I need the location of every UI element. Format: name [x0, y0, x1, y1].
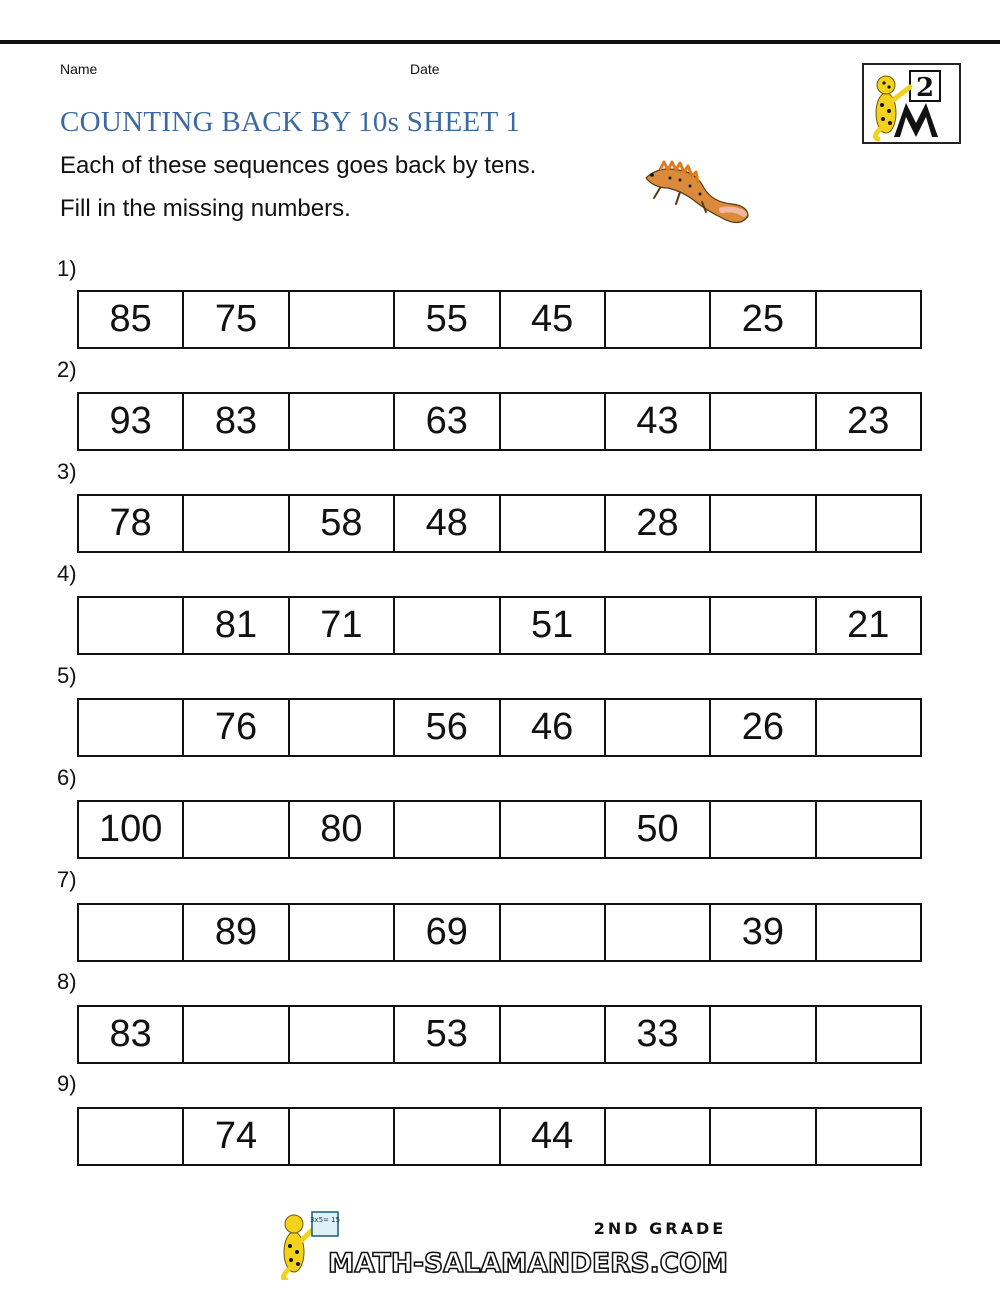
sequence-cell[interactable]	[184, 496, 289, 551]
sequence-cell[interactable]: 83	[184, 394, 289, 449]
sequence-row-6	[77, 800, 922, 859]
sequence-cell[interactable]	[711, 1109, 816, 1164]
sequence-cell[interactable]: 55	[395, 292, 500, 347]
sequence-cell[interactable]	[711, 496, 816, 551]
question-number-7: 7)	[57, 867, 77, 892]
sequence-cell[interactable]	[290, 1109, 395, 1164]
sequence-cell[interactable]: 45	[501, 292, 606, 347]
sequence-cell[interactable]	[501, 1007, 606, 1062]
sequence-cell[interactable]: 56	[395, 700, 500, 755]
name-label: Name	[60, 61, 98, 77]
sequence-cell[interactable]	[711, 394, 816, 449]
sequence-cell[interactable]	[395, 598, 500, 653]
sequence-cell[interactable]	[290, 700, 395, 755]
sequence-cell[interactable]: 63	[395, 394, 500, 449]
sequence-cell[interactable]: 69	[395, 905, 500, 960]
top-rule	[0, 40, 1000, 44]
sequence-cell[interactable]	[79, 700, 184, 755]
question-number-2: 2)	[57, 357, 77, 382]
grade-badge-logo	[862, 63, 961, 144]
sequence-cell[interactable]: 80	[290, 802, 395, 857]
sequence-cell[interactable]: 26	[711, 700, 816, 755]
sequence-cell[interactable]	[817, 496, 920, 551]
sequence-cell[interactable]: 93	[79, 394, 184, 449]
sequence-cell[interactable]	[184, 1007, 289, 1062]
sequence-cell[interactable]: 74	[184, 1109, 289, 1164]
instruction-line-1: Each of these sequences goes back by tens.	[60, 152, 537, 179]
sequence-cell[interactable]: 75	[184, 292, 289, 347]
sequence-cell[interactable]	[290, 292, 395, 347]
sequence-cell[interactable]	[79, 598, 184, 653]
sequence-cell[interactable]	[606, 598, 711, 653]
sequence-cell[interactable]	[606, 905, 711, 960]
page-title: COUNTING BACK BY 10s SHEET 1	[60, 106, 521, 138]
sequence-cell[interactable]	[606, 1109, 711, 1164]
sequence-cell[interactable]	[395, 1109, 500, 1164]
sequence-cell[interactable]	[395, 802, 500, 857]
sequence-row-8	[77, 1005, 922, 1064]
sequence-row-9	[77, 1107, 922, 1166]
question-number-5: 5)	[57, 663, 77, 688]
sequence-cell[interactable]	[501, 394, 606, 449]
sequence-cell[interactable]: 81	[184, 598, 289, 653]
sequence-cell[interactable]: 85	[79, 292, 184, 347]
sequence-cell[interactable]: 58	[290, 496, 395, 551]
sequence-cell[interactable]	[817, 1007, 920, 1062]
sequence-cell[interactable]: 44	[501, 1109, 606, 1164]
sequence-cell[interactable]	[501, 496, 606, 551]
logo-board-text: 3x5= 15	[309, 1216, 341, 1224]
sequence-cell[interactable]	[711, 1007, 816, 1062]
sequence-row-7	[77, 903, 922, 962]
sequence-cell[interactable]: 51	[501, 598, 606, 653]
sequence-cell[interactable]	[606, 292, 711, 347]
sequence-cell[interactable]	[817, 292, 920, 347]
sequence-cell[interactable]	[79, 1109, 184, 1164]
sequence-row-2	[77, 392, 922, 451]
sequence-cell[interactable]	[290, 905, 395, 960]
sequence-row-5	[77, 698, 922, 757]
question-number-9: 9)	[57, 1071, 77, 1096]
sequence-row-4	[77, 596, 922, 655]
sequence-cell[interactable]: 71	[290, 598, 395, 653]
sequence-cell[interactable]	[290, 394, 395, 449]
instruction-line-2: Fill in the missing numbers.	[60, 195, 351, 222]
sequence-cell[interactable]: 43	[606, 394, 711, 449]
question-number-8: 8)	[57, 969, 77, 994]
sequence-cell[interactable]: 78	[79, 496, 184, 551]
sequence-cell[interactable]: 50	[606, 802, 711, 857]
question-number-6: 6)	[57, 765, 77, 790]
grade-number: 2	[915, 73, 935, 103]
question-number-3: 3)	[57, 459, 77, 484]
sequence-cell[interactable]	[711, 598, 816, 653]
question-number-4: 4)	[57, 561, 77, 586]
sequence-cell[interactable]: 46	[501, 700, 606, 755]
sequence-cell[interactable]: 100	[79, 802, 184, 857]
sequence-cell[interactable]	[501, 802, 606, 857]
sequence-cell[interactable]: 23	[847, 400, 890, 442]
question-number-1: 1)	[57, 256, 77, 281]
math-salamanders-logo	[270, 1210, 730, 1280]
date-label: Date	[410, 61, 440, 77]
sequence-cell[interactable]: 28	[606, 496, 711, 551]
sequence-row-1	[77, 290, 922, 349]
sequence-cell[interactable]	[817, 1109, 920, 1164]
logo-site-text: MATH-SALAMANDERS.COM	[328, 1248, 728, 1279]
sequence-cell[interactable]: 33	[606, 1007, 711, 1062]
salamander-illustration-icon	[640, 158, 752, 232]
sequence-cell[interactable]	[606, 700, 711, 755]
logo-grade-text: 2ND GRADE	[593, 1219, 727, 1238]
sequence-cell[interactable]: 53	[395, 1007, 500, 1062]
sequence-cell[interactable]	[817, 905, 920, 960]
sequence-cell[interactable]: 39	[711, 905, 816, 960]
sequence-cell[interactable]: 21	[847, 604, 890, 646]
sequence-cell[interactable]	[501, 905, 606, 960]
sequence-cell[interactable]	[817, 700, 920, 755]
sequence-cell[interactable]: 76	[184, 700, 289, 755]
sequence-row-3	[77, 494, 922, 553]
sequence-cell[interactable]	[184, 802, 289, 857]
sequence-cell[interactable]	[817, 802, 920, 857]
salamander-grade-icon	[864, 65, 959, 142]
sequence-cell[interactable]: 48	[395, 496, 500, 551]
sequence-cell[interactable]: 25	[711, 292, 816, 347]
sequence-cell[interactable]: 89	[184, 905, 289, 960]
sequence-cell[interactable]	[290, 1007, 395, 1062]
sequence-cell[interactable]	[711, 802, 816, 857]
sequence-cell[interactable]: 83	[79, 1007, 184, 1062]
sequence-cell[interactable]	[79, 905, 184, 960]
